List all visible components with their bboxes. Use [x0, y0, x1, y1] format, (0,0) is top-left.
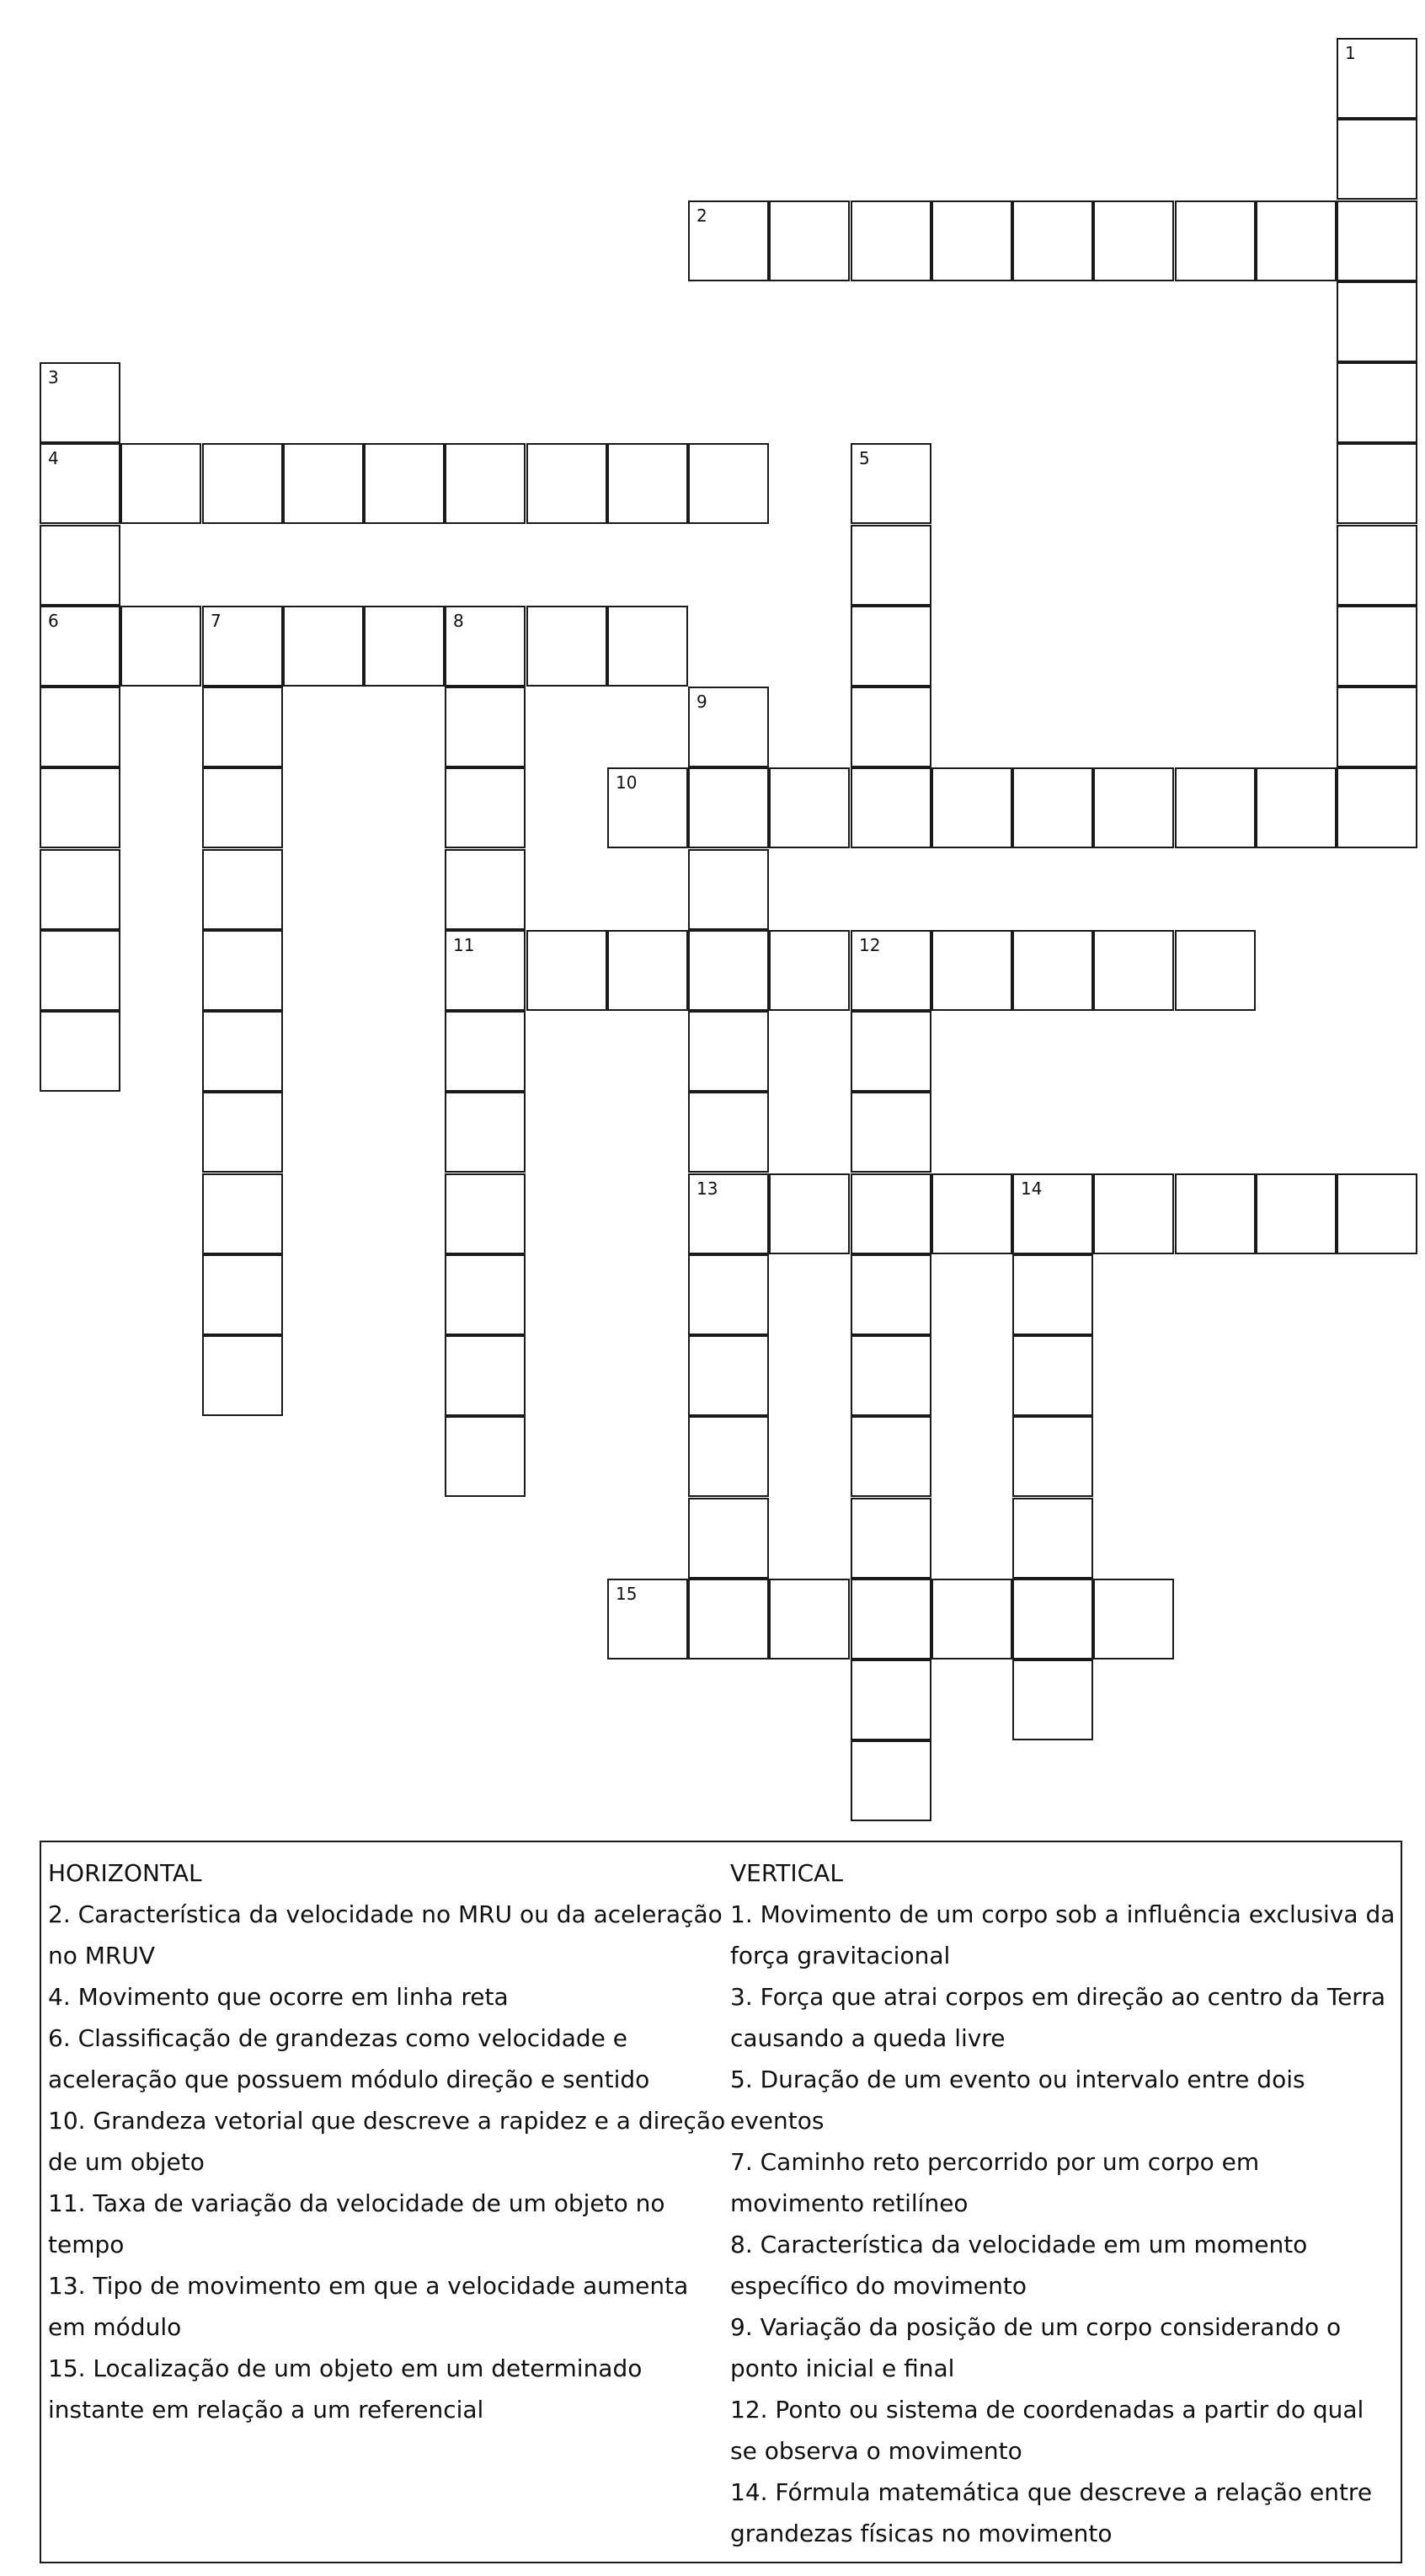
grid-cell[interactable]: [1093, 767, 1174, 848]
grid-cell[interactable]: [1012, 1335, 1093, 1416]
grid-cell[interactable]: [688, 1335, 769, 1416]
grid-cell[interactable]: [1012, 1173, 1093, 1254]
grid-cell[interactable]: [851, 606, 931, 687]
grid-cell[interactable]: [202, 767, 283, 848]
grid-cell[interactable]: [1337, 281, 1417, 362]
grid-cell[interactable]: [526, 443, 607, 524]
grid-cell[interactable]: [769, 930, 850, 1011]
grid-cell[interactable]: [202, 443, 283, 524]
grid-cell[interactable]: [851, 1659, 931, 1740]
grid-cell[interactable]: [1337, 119, 1417, 200]
grid-cell[interactable]: [202, 1092, 283, 1173]
grid-cell[interactable]: [1337, 38, 1417, 119]
grid-cell[interactable]: [202, 606, 283, 687]
grid-cell[interactable]: [688, 443, 769, 524]
clue-across-4: 4. Movimento que ocorre em linha reta: [48, 1983, 509, 2011]
grid-cell[interactable]: [769, 1579, 850, 1659]
grid-cell[interactable]: [607, 443, 688, 524]
clue-number: 9: [696, 692, 707, 712]
clue-number: 12: [859, 935, 881, 955]
grid-cell[interactable]: [1337, 606, 1417, 687]
clue-across-6: 6. Classificação de grandezas como velocidade e aceleração que possuem módulo direção e sentido: [48, 2024, 650, 2093]
grid-cell[interactable]: [445, 1173, 526, 1254]
clue-number: 4: [48, 448, 59, 468]
grid-cell[interactable]: [688, 1254, 769, 1335]
grid-cell[interactable]: [202, 687, 283, 767]
clue-down-8: 8. Característica da velocidade em um momento específico do movimento: [730, 2231, 1308, 2300]
grid-cell[interactable]: [202, 1335, 283, 1416]
grid-cell[interactable]: [40, 1011, 120, 1092]
clue-across-2: 2. Característica da velocidade no MRU ou da aceleração no MRUV: [48, 1900, 723, 1969]
grid-cell[interactable]: [688, 930, 769, 1011]
grid-cell[interactable]: [688, 767, 769, 848]
grid-cell[interactable]: [1175, 767, 1256, 848]
grid-cell[interactable]: [851, 443, 931, 524]
grid-cell[interactable]: [769, 200, 850, 281]
grid-cell[interactable]: [40, 525, 120, 606]
grid-cell[interactable]: [1337, 1173, 1417, 1254]
grid-cell[interactable]: [688, 1579, 769, 1659]
clue-across-11: 11. Taxa de variação da velocidade de um objeto no tempo: [48, 2189, 665, 2258]
clue-number: 15: [616, 1584, 638, 1604]
clue-down-12: 12. Ponto ou sistema de coordenadas a partir do qual se observa o movimento: [730, 2396, 1364, 2465]
grid-cell[interactable]: [688, 1173, 769, 1254]
grid-cell[interactable]: [1256, 200, 1337, 281]
grid-cell[interactable]: [931, 1579, 1012, 1659]
horizontal-heading: HORIZONTAL: [48, 1859, 202, 1887]
grid-cell[interactable]: [851, 1254, 931, 1335]
grid-cell[interactable]: [40, 443, 120, 524]
grid-cell[interactable]: [688, 1011, 769, 1092]
grid-cell[interactable]: [364, 443, 445, 524]
grid-cell[interactable]: [1256, 1173, 1337, 1254]
horizontal-clues: [48, 1852, 730, 2430]
clue-down-14: 14. Fórmula matemática que descreve a relação entre grandezas físicas no movimento: [730, 2478, 1373, 2547]
grid-cell[interactable]: [40, 930, 120, 1011]
grid-cell[interactable]: [851, 1335, 931, 1416]
grid-cell[interactable]: [1012, 1659, 1093, 1740]
grid-cell[interactable]: [851, 687, 931, 767]
clue-down-5: 5. Duração de um evento ou intervalo entre dois eventos: [730, 2066, 1305, 2135]
vertical-heading: VERTICAL: [730, 1859, 843, 1887]
grid-cell[interactable]: [1093, 200, 1174, 281]
grid-cell[interactable]: [283, 606, 364, 687]
grid-cell[interactable]: [445, 849, 526, 930]
grid-cell[interactable]: [607, 606, 688, 687]
clue-number: 14: [1021, 1178, 1043, 1199]
grid-cell[interactable]: [931, 930, 1012, 1011]
clue-number: 3: [48, 367, 59, 387]
grid-cell[interactable]: [931, 1173, 1012, 1254]
grid-cell[interactable]: [1093, 1173, 1174, 1254]
clue-across-10: 10. Grandeza vetorial que descreve a rapidez e a direção de um objeto: [48, 2107, 726, 2176]
grid-cell[interactable]: [1337, 200, 1417, 281]
grid-cell[interactable]: [1093, 930, 1174, 1011]
clue-down-1: 1. Movimento de um corpo sob a influência exclusiva da força gravitacional: [730, 1900, 1396, 1969]
grid-cell[interactable]: [931, 200, 1012, 281]
grid-cell[interactable]: [607, 767, 688, 848]
grid-cell[interactable]: [1337, 687, 1417, 767]
grid-cell[interactable]: [120, 606, 201, 687]
grid-cell[interactable]: [202, 849, 283, 930]
grid-cell[interactable]: [688, 1092, 769, 1173]
grid-cell[interactable]: [851, 1092, 931, 1173]
clue-number: 13: [696, 1178, 718, 1199]
grid-cell[interactable]: [40, 849, 120, 930]
grid-cell[interactable]: [1012, 1254, 1093, 1335]
grid-cell[interactable]: [445, 930, 526, 1011]
grid-cell[interactable]: [445, 1416, 526, 1497]
grid-cell[interactable]: [688, 1498, 769, 1579]
grid-cell[interactable]: [851, 1498, 931, 1579]
grid-cell[interactable]: [445, 1254, 526, 1335]
clue-number: 5: [859, 448, 870, 468]
grid-cell[interactable]: [202, 930, 283, 1011]
grid-cell[interactable]: [526, 930, 607, 1011]
grid-cell[interactable]: [40, 606, 120, 687]
clue-number: 2: [696, 206, 707, 226]
grid-cell[interactable]: [1337, 525, 1417, 606]
grid-cell[interactable]: [1093, 1579, 1174, 1659]
grid-cell[interactable]: [445, 606, 526, 687]
grid-cell[interactable]: [526, 606, 607, 687]
grid-cell[interactable]: [931, 767, 1012, 848]
grid-cell[interactable]: [851, 1416, 931, 1497]
grid-cell[interactable]: [1012, 1579, 1093, 1659]
grid-cell[interactable]: [607, 930, 688, 1011]
grid-cell[interactable]: [688, 1416, 769, 1497]
clue-number: 7: [211, 611, 221, 631]
grid-cell[interactable]: [851, 1011, 931, 1092]
grid-cell[interactable]: [1256, 767, 1337, 848]
clue-number: 8: [453, 611, 464, 631]
grid-cell[interactable]: [851, 1173, 931, 1254]
grid-cell[interactable]: [769, 1173, 850, 1254]
grid-cell[interactable]: [1337, 362, 1417, 443]
grid-cell[interactable]: [607, 1579, 688, 1659]
grid-cell[interactable]: [688, 849, 769, 930]
grid-cell[interactable]: [1012, 1498, 1093, 1579]
clues-box: [40, 1841, 1402, 2563]
grid-cell[interactable]: [445, 687, 526, 767]
grid-cell[interactable]: [202, 1254, 283, 1335]
grid-cell[interactable]: [445, 1335, 526, 1416]
grid-cell[interactable]: [769, 767, 850, 848]
grid-cell[interactable]: [445, 443, 526, 524]
grid-cell[interactable]: [445, 1092, 526, 1173]
grid-cell[interactable]: [445, 767, 526, 848]
clue-down-9: 9. Variação da posição de um corpo considerando o ponto inicial e final: [730, 2313, 1342, 2382]
grid-cell[interactable]: [1012, 200, 1093, 281]
grid-cell[interactable]: [1175, 1173, 1256, 1254]
grid-cell[interactable]: [851, 525, 931, 606]
grid-cell[interactable]: [445, 1011, 526, 1092]
vertical-clues: [730, 1852, 1396, 2554]
grid-cell[interactable]: [688, 200, 769, 281]
grid-cell[interactable]: [40, 362, 120, 443]
grid-cell[interactable]: [364, 606, 445, 687]
grid-cell[interactable]: [202, 1011, 283, 1092]
grid-cell[interactable]: [120, 443, 201, 524]
grid-cell[interactable]: [1012, 930, 1093, 1011]
grid-cell[interactable]: [851, 930, 931, 1011]
grid-cell[interactable]: [1337, 443, 1417, 524]
grid-cell[interactable]: [1012, 767, 1093, 848]
clue-across-13: 13. Tipo de movimento em que a velocidade aumenta em módulo: [48, 2272, 689, 2341]
clue-across-15: 15. Localização de um objeto em um determinado instante em relação a um referencial: [48, 2354, 643, 2424]
grid-cell[interactable]: [202, 1173, 283, 1254]
grid-cell[interactable]: [40, 767, 120, 848]
grid-cell[interactable]: [40, 687, 120, 767]
clue-down-3: 3. Força que atrai corpos em direção ao centro da Terra causando a queda livre: [730, 1983, 1385, 2052]
grid-cell[interactable]: [1175, 930, 1256, 1011]
grid-cell[interactable]: [851, 767, 931, 848]
grid-cell[interactable]: [1175, 200, 1256, 281]
clue-down-7: 7. Caminho reto percorrido por um corpo em movimento retilíneo: [730, 2148, 1260, 2217]
grid-cell[interactable]: [851, 1740, 931, 1821]
clue-number: 11: [453, 935, 475, 955]
clue-number: 6: [48, 611, 59, 631]
clue-number: 1: [1345, 43, 1356, 63]
grid-cell[interactable]: [283, 443, 364, 524]
grid-cell[interactable]: [851, 200, 931, 281]
grid-cell[interactable]: [688, 687, 769, 767]
grid-cell[interactable]: [1337, 767, 1417, 848]
grid-cell[interactable]: [851, 1579, 931, 1659]
clue-number: 10: [616, 772, 638, 793]
grid-cell[interactable]: [1012, 1416, 1093, 1497]
